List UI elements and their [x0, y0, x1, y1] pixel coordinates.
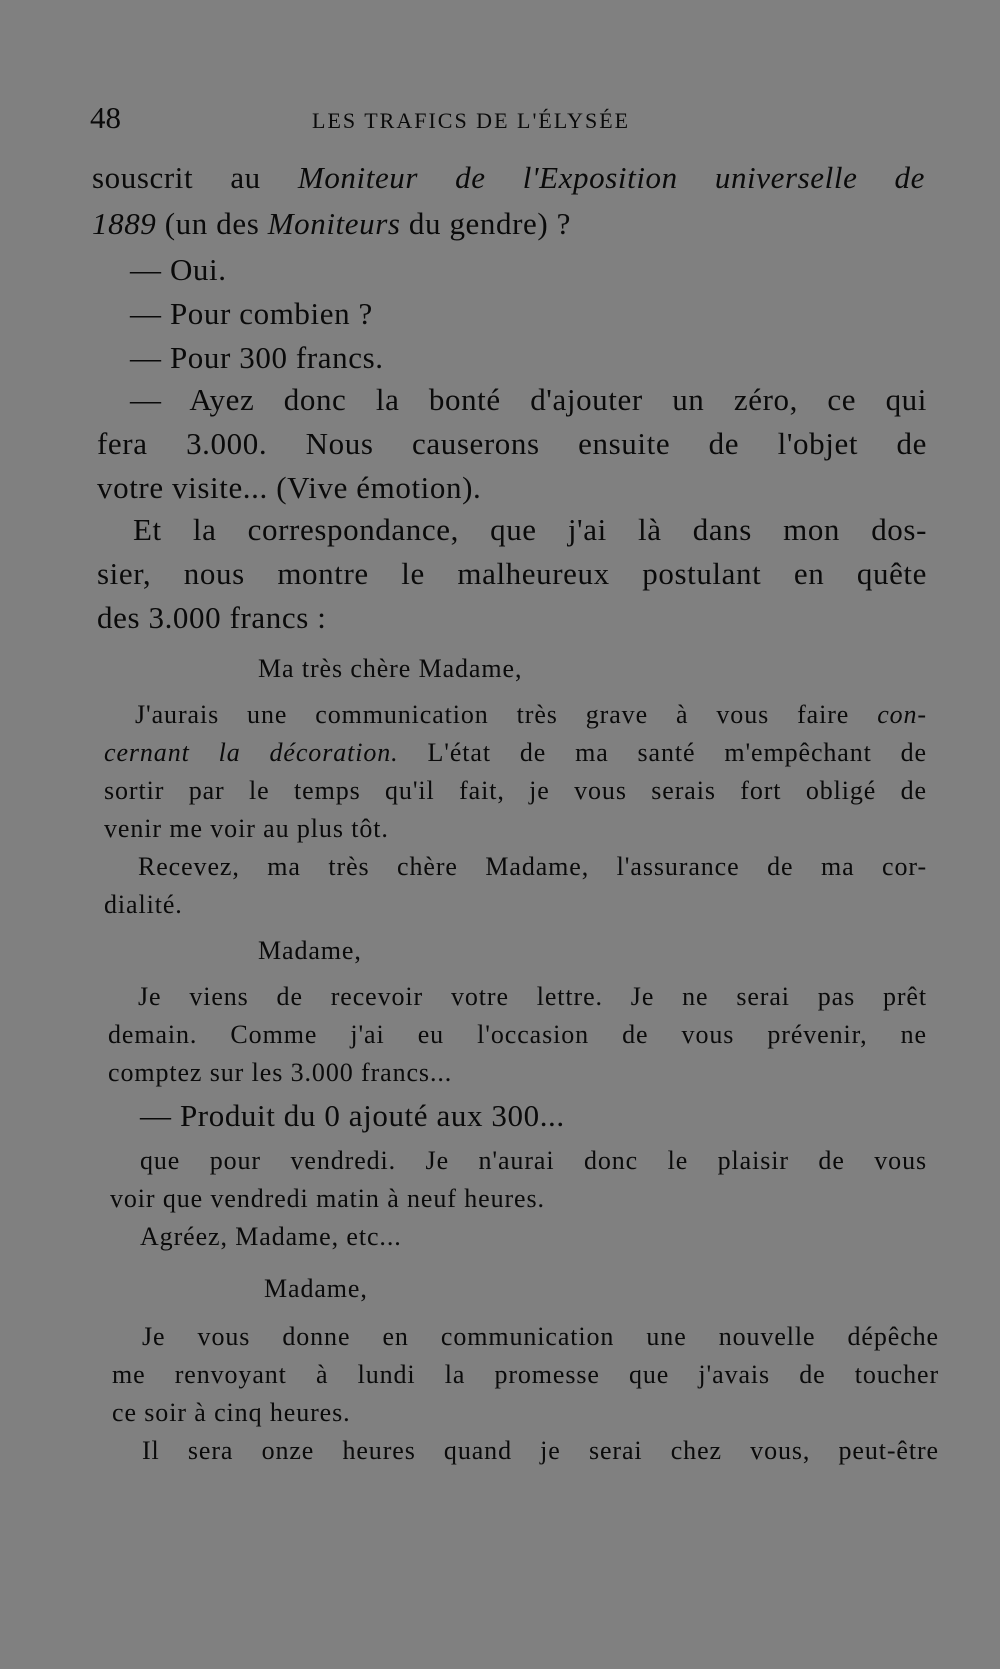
- text-segment: Agréez, Madame, etc...: [140, 1222, 402, 1251]
- text-segment: Je vous donne en communication une nouvelle dépêche: [142, 1322, 939, 1351]
- text-line: [130, 296, 373, 332]
- text-line: [110, 1184, 545, 1214]
- text-line: [104, 738, 927, 768]
- italic-text-segment: cernant la décoration.: [104, 738, 399, 767]
- text-segment: — Ayez donc la bonté d'ajouter un zéro, ce qui: [130, 382, 927, 417]
- text-line: [112, 1398, 351, 1428]
- text-segment: — Pour combien ?: [130, 296, 373, 331]
- text-segment: J'aurais une communication très grave à vous faire: [135, 700, 878, 729]
- text-segment: Je viens de recevoir votre lettre. Je ne serai pas prêt: [138, 982, 927, 1011]
- text-line: [135, 700, 927, 730]
- text-line: [258, 936, 362, 966]
- text-segment: Madame,: [264, 1274, 368, 1303]
- text-line: [130, 252, 227, 288]
- italic-text-segment: Moniteurs: [267, 206, 401, 241]
- running-title: LES TRAFICS DE L'ÉLYSÉE: [312, 108, 631, 133]
- text-segment: sortir par le temps qu'il fait, je vous serais fort obligé de: [104, 776, 927, 805]
- text-segment: Madame,: [258, 936, 362, 965]
- text-line: [142, 1322, 939, 1352]
- text-line: [108, 1058, 452, 1088]
- text-line: [97, 600, 326, 636]
- text-line: [97, 556, 927, 592]
- text-line: [142, 1436, 939, 1466]
- text-line: [140, 1222, 402, 1252]
- text-segment: L'état de ma santé m'empêchant de: [398, 738, 927, 767]
- text-segment: comptez sur les 3.000 francs...: [108, 1058, 453, 1087]
- text-line: [140, 1098, 565, 1134]
- text-segment: que pour vendredi. Je n'aurai donc le plaisir de vous: [140, 1146, 927, 1175]
- text-segment: votre visite... (Vive émotion).: [97, 470, 482, 505]
- text-line: [97, 470, 481, 506]
- text-line: [112, 1360, 939, 1390]
- text-line: [92, 160, 925, 196]
- text-line: [130, 382, 927, 418]
- text-line: [104, 890, 183, 920]
- text-segment: Il sera onze heures quand je serai chez vous, peut-être: [142, 1436, 939, 1465]
- text-line: [138, 982, 927, 1012]
- text-segment: demain. Comme j'ai eu l'occasion de vous prévenir, ne: [108, 1020, 927, 1049]
- text-line: [133, 512, 927, 548]
- text-segment: du gendre) ?: [400, 206, 572, 241]
- page-header: [90, 100, 910, 140]
- text-segment: voir que vendredi matin à neuf heures.: [110, 1184, 545, 1213]
- text-segment: (un des: [156, 206, 268, 241]
- text-line: [258, 654, 522, 684]
- text-line: [104, 814, 389, 844]
- text-segment: venir me voir au plus tôt.: [104, 814, 389, 843]
- text-line: [138, 852, 927, 882]
- text-segment: des 3.000 francs :: [97, 600, 327, 635]
- text-line: [130, 340, 384, 376]
- page-number: 48: [90, 100, 121, 135]
- text-segment: ce soir à cinq heures.: [112, 1398, 351, 1427]
- text-line: [92, 206, 571, 242]
- text-line: [97, 426, 927, 462]
- text-line: [104, 776, 927, 806]
- text-segment: me renvoyant à lundi la promesse que j'avais de toucher: [112, 1360, 939, 1389]
- italic-text-segment: con-: [877, 700, 927, 729]
- italic-text-segment: Moniteur de l'Exposition universelle de: [297, 160, 925, 195]
- text-line: [264, 1274, 368, 1304]
- text-segment: souscrit au: [92, 160, 298, 195]
- text-segment: Ma très chère Madame,: [258, 654, 523, 683]
- text-segment: — Produit du 0 ajouté aux 300...: [140, 1098, 565, 1133]
- text-segment: fera 3.000. Nous causerons ensuite de l'objet de: [97, 426, 927, 461]
- text-segment: — Oui.: [130, 252, 227, 287]
- text-segment: Et la correspondance, que j'ai là dans mon dos-: [133, 512, 927, 547]
- text-segment: — Pour 300 francs.: [130, 340, 384, 375]
- text-segment: sier, nous montre le malheureux postulant en quête: [97, 556, 927, 591]
- text-line: [140, 1146, 927, 1176]
- text-segment: dialité.: [104, 890, 183, 919]
- text-line: [108, 1020, 927, 1050]
- italic-text-segment: 1889: [92, 206, 157, 241]
- text-segment: Recevez, ma très chère Madame, l'assurance de ma cor-: [138, 852, 927, 881]
